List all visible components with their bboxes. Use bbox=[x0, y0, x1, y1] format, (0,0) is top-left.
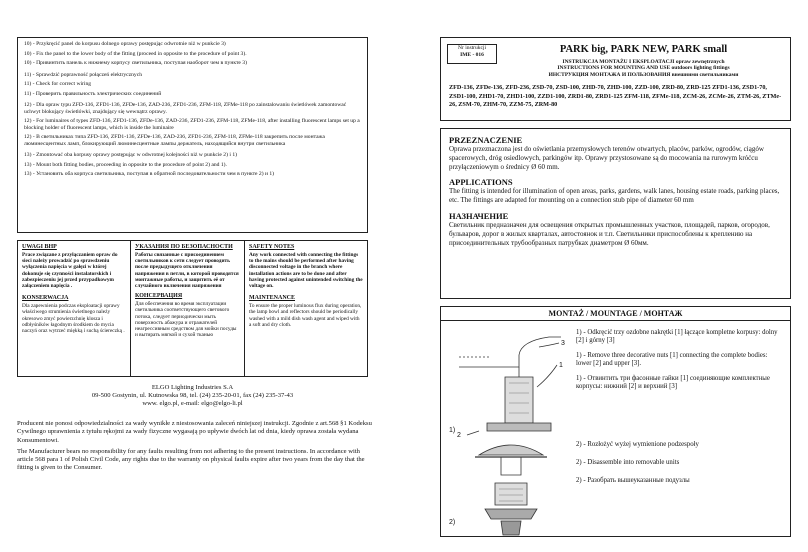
diagram-step1 bbox=[449, 327, 569, 439]
model-list: ZFD-136, ZFDe-136, ZFD-236, ZSD-70, ZSD-100, ZHD-70, ZHD-100, ZZD-100, ZRD-80, ZRD-125 ZFD1-136, ZSD1-70, ZSD1-100, ZHD1-70, ZHD1-100, ZZD1-100, ZRD1-80, ZRD1-125 ZFM-118, ZFMe-118, ZCM-26, ZCMe-26, ZTM-26, ZTMe-26, ZSM-70, ZHM-70, ZZM-75, ZRM-80 bbox=[449, 84, 782, 109]
diagram-step2-label: 2) bbox=[449, 519, 456, 526]
step-line: 13) - Установить оба корпуса светильника, поступая в обратной последовательности чем в пункте 2) и 1) bbox=[24, 171, 275, 178]
mounting-box bbox=[440, 306, 791, 537]
step-line: 11) - Проверить правильность электрических соединений bbox=[24, 90, 162, 97]
maintenance-body-ru: Для обеспечения во время эксплуатации светильника соответствующего светового потока, следует периодически мыть поверхность абажура и отражателей неагрессивным средством для мойки посуды и вытирать мягкой и сухой тканью bbox=[135, 301, 237, 339]
mounting-title: MONTAŻ / MOUNTAGE / МОНТАЖ bbox=[441, 307, 790, 321]
maintenance-title-en: MAINTENANCE bbox=[249, 295, 296, 302]
warranty-pl: Producent nie ponosi odpowiedzialności za wady wynikłe z niestosowania zaleceń niniejszej instrukcji. Zgodnie z art.568 §1 Kodeksu Cywilnego uprawnienia z tytułu rękojmi za wady fizyczne wygasają po upływie dwóch lat od dnia, kiedy oprawa została wydana Konsumentowi. bbox=[17, 420, 372, 444]
maintenance-title-ru: КОНСЕРВАЦИЯ bbox=[135, 293, 183, 300]
subtitle-pl: INSTRUKCJA MONTAŻU I EKSPLOATACJI opraw zewnętrznych bbox=[562, 59, 725, 65]
warranty-en: The Manufacturer bears no responsibility for any faults resulting from not adhering to the present instructions. In accordance with article 568 para 1 of Polish Civil Code, any rights due to the warranty on physical faults expire after two years from the day that the fitting is given to the Consumer. bbox=[17, 447, 365, 472]
step-line: 12) - For luminaires of types ZFD-136, ZFD1-136, ZFDe-136, ZAD-236, ZFD1-236, ZFM-118, ZFMe-118, after installing fluorescent lamps set up a blocking holder of fluorescent lamps, which is inside the luminaire bbox=[24, 118, 360, 131]
step2-pl: 2) - Rozłożyć wyżej wymienione podzespoły bbox=[576, 441, 699, 448]
mounting-step2 bbox=[576, 441, 781, 485]
safety-title-ru: УКАЗАНИЯ ПО БЕЗОПАСНОСТИ bbox=[135, 244, 233, 250]
mounting-step1 bbox=[576, 329, 781, 391]
purpose-title-en: APPLICATIONS bbox=[449, 177, 513, 188]
label-part-1: 1 bbox=[559, 362, 563, 369]
step-line: 10) - Przykręcić panel do korpusu dolnego oprawy postępując odwrotnie niż w punkcie 3) bbox=[24, 41, 226, 47]
maintenance-body-pl: Dla zapewnienia podczas eksploatacji oprawy właściwego strumienia świetlnego należy okresowo zmyć powierzchnię klosza i odbłyśników łagodnym środkiem do mycia naczyń oraz wytrzeć miękką i suchą ściereczką . bbox=[22, 303, 125, 335]
warranty-block bbox=[17, 420, 372, 473]
notes-box bbox=[17, 240, 368, 377]
step1-ru: 1) - Отвинтить три фасонные гайки [1] соединяющие комплектные корпусы: нижний [2] и верхний [3] bbox=[576, 375, 770, 390]
diagram-step1-label: 1) bbox=[449, 427, 456, 434]
purpose-body-ru: Светильник предназначен для освещения открытых промышленных участков, площадей, парков, огородов, бульваров, дорог в жилых кварталах, автостоянок и т.п. Светильники приспособлены к креплению на присоединительных трубообразных патрубках диаметром Ø 60мм. bbox=[449, 220, 770, 247]
instr-number-box bbox=[447, 44, 497, 64]
steps-list bbox=[24, 41, 361, 178]
instr-number-label: Nr instrukcji bbox=[458, 45, 486, 51]
label-part-3: 3 bbox=[561, 340, 565, 347]
diagram-step2 bbox=[461, 435, 561, 537]
safety-title-pl: UWAGI BHP bbox=[22, 244, 57, 250]
company-block bbox=[17, 384, 368, 409]
step-line: 10) - Привинтить панель к нижнему корпусу светильника, поступая наоборот чем в пункте 3) bbox=[24, 60, 247, 67]
step-line: 12) - В светильниках типа ZFD-136, ZFD1-136, ZFDe-136, ZAD-236, ZFD1-236, ZFM-118, ZFMe-118 закрепить после монтажа люминесцентных ламп, блокирующий люминесцентные лампы держатель, находящийся внутри светильника bbox=[24, 134, 325, 147]
maintenance-body-en: To ensure the proper luminous flux during operation, the lamp bowl and reflectors should be periodically washed with a mild dish wash agent and wiped with a soft and dry cloth. bbox=[249, 303, 362, 328]
purpose-title-ru: НАЗНАЧЕНИЕ bbox=[449, 210, 509, 221]
notes-col-pl bbox=[18, 241, 131, 376]
notes-col-ru bbox=[131, 241, 245, 376]
step2-en: 2) - Disassemble into removable units bbox=[576, 459, 680, 466]
step-line: 11) - Sprawdzić poprawność połączeń elektrycznych bbox=[24, 71, 142, 78]
title-box bbox=[440, 37, 791, 121]
instr-number: IME - 016 bbox=[460, 52, 484, 58]
company-address: 09-500 Gostynin, ul. Kutnowska 98, tel. (24) 235-20-01, fax (24) 235-37-43 bbox=[91, 392, 294, 400]
step-line: 12) - Dla opraw typu ZFD-136, ZFD1-136, ZFDe-136, ZAD-236, ZFD1-236, ZFM-118, ZFMe-118 po zainstalowaniu świetlówek zamontować uchwyt blokujący świetlówki, znajdujący się wewnątrz oprawy. bbox=[24, 102, 347, 115]
purpose-box bbox=[440, 128, 791, 299]
safety-body-pl: Prace związane z przyłączaniem opraw do sieci należy prowadzić po sprawdzeniu wyłączenia napięcia w gałęzi w której dokonuje się czynności instalatorskich i zabezpieczeniu jej przed przypadkowym załączeniem napięcia . bbox=[22, 252, 118, 290]
label-part-2: 2 bbox=[457, 432, 461, 439]
product-title: PARK big, PARK NEW, PARK small bbox=[559, 44, 728, 55]
step-line: 10) - Fix the panel to the lower body of the fitting (proceed in opposite to the procedure of point 3). bbox=[24, 50, 247, 57]
company-web: www. elgo.pl, e-mail: elgo@elgo-li.pl bbox=[142, 400, 243, 408]
purpose-body-pl: Oprawa przeznaczona jest do oświetlania przemysłowych terenów otwartych, placów, parków, ogrodów, ciągów spacerowych, dróg osiedlowych, parkingów itp. Oprawy przystosowane są do mocowania na rurowym króćcu przyłączeniowym o średnicy Ø 60 mm. bbox=[449, 145, 764, 171]
subtitles bbox=[501, 59, 786, 78]
step-line: 13) - Zmontować oba korpusy oprawy postępując w odwrotnej kolejności niż w punkcie 2) i 1) bbox=[24, 152, 237, 158]
step-line: 13) - Mount both fitting bodies, proceeding in opposite to the procedure of point 2) and 1). bbox=[24, 161, 227, 168]
step-line: 11) - Check for correct wiring bbox=[24, 81, 92, 88]
maintenance-title-pl: KONSERWACJA bbox=[22, 295, 69, 302]
purpose-body-en: The fitting is intended for illumination of open areas, parks, gardens, walk lanes, housing estate roads, parking places, etc. The fittings are adapted for mounting on a connection stub pipe of diameter 60 mm bbox=[449, 187, 780, 205]
subtitle-en: INSTRUCTIONS FOR MOUNTING AND USE outdoors lighting fittings bbox=[557, 65, 730, 72]
step1-pl: 1) - Odkręcić trzy ozdobne nakrętki [1] łączące kompletne korpusy: dolny [2] i górny [3] bbox=[576, 329, 778, 344]
safety-title-en: SAFETY NOTES bbox=[249, 244, 295, 250]
purpose-title-pl: PRZEZNACZENIE bbox=[449, 135, 523, 145]
step2-ru: 2) - Разобрать вышеуказанные подузлы bbox=[576, 477, 690, 484]
fixture-top-outline bbox=[459, 337, 561, 367]
steps-box bbox=[17, 37, 368, 233]
notes-col-en bbox=[245, 241, 367, 376]
company-name: ELGO Lighting Industries S.A bbox=[151, 384, 234, 391]
safety-body-ru: Работы связанные с присоединением светильников к сети следует проводить после предыдущего отключения напряжения в петли, в которой проводятся монтажные работы, и защитить её от случайного включения напряжения bbox=[135, 252, 239, 290]
subtitle-ru: ИНСТРУКЦИЯ МОНТАЖА И ПОЛЬЗОВАНИЯ внешними светильниками bbox=[548, 71, 739, 78]
step1-en: 1) - Remove three decorative nuts [1] connecting the complete bodies: lower [2] and upper [3]. bbox=[576, 352, 768, 367]
safety-body-en: Any work connected with connecting the fittings to the mains should be performed after having disconnected voltage in the branch where installation actions are to be done and after having protected against unintended switching the voltage on. bbox=[249, 252, 363, 290]
